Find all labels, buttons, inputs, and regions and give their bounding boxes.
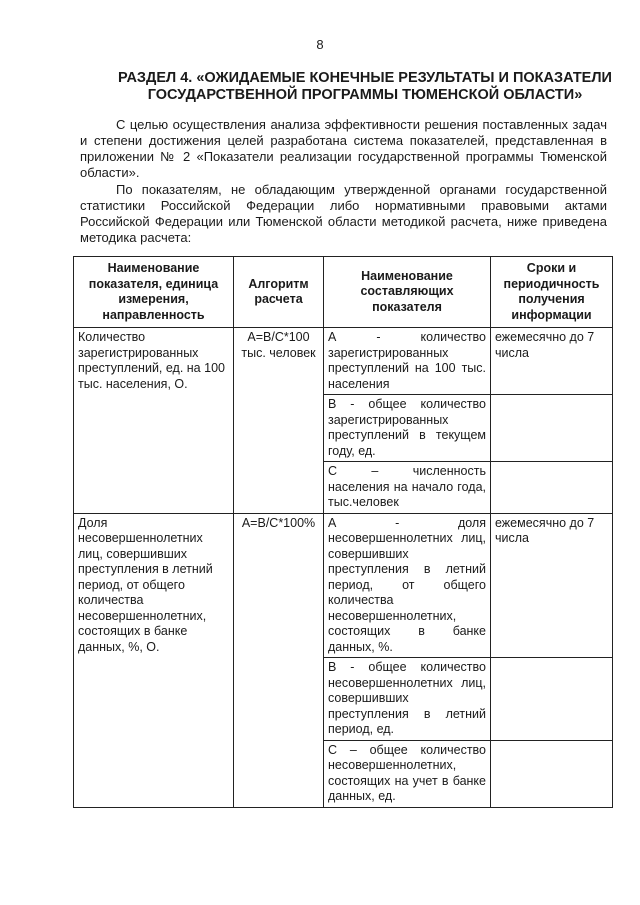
indicator-name-cell: Количество зарегистрированных преступлений, ед. на 100 тыс. населения, О. [74, 328, 234, 514]
header-algorithm: Алгоритм расчета [234, 257, 324, 328]
empty-cell [491, 740, 613, 807]
component-a-cell: А - доля несовершеннолетних лиц, совершивших преступления в летний период, от общего количества несовершеннолетних, состоящих в банке данных, %. [324, 513, 491, 658]
empty-cell [491, 658, 613, 741]
algorithm-cell: A=B/C*100% [234, 513, 324, 807]
table-header-row [74, 257, 613, 328]
component-b-cell: В - общее количество несовершеннолетних лиц, совершивших преступления в летний период, ед. [324, 658, 491, 741]
page-number: 8 [316, 37, 324, 52]
section-title: РАЗДЕЛ 4. «ОЖИДАЕМЫЕ КОНЕЧНЫЕ РЕЗУЛЬТАТЫ И ПОКАЗАТЕЛИ ГОСУДАРСТВЕННОЙ ПРОГРАММЫ ТЮМЕНСКОЙ ОБЛАСТИ» [118, 70, 612, 103]
component-b-cell: В - общее количество зарегистрированных преступлений в текущем году, ед. [324, 395, 491, 462]
component-c-cell: С – численность населения на начало года, тыс.человек [324, 462, 491, 514]
indicators-method-table [73, 256, 613, 808]
component-a-cell: А - количество зарегистрированных преступлений на 100 тыс. населения [324, 328, 491, 395]
component-c-cell: С – общее количество несовершеннолетних, состоящих на учет в банке данных, ед. [324, 740, 491, 807]
table-row [74, 328, 613, 395]
header-periodicity: Сроки и периодичность получения информации [491, 257, 613, 328]
intro-paragraph [80, 117, 607, 181]
indicator-name-cell: Доля несовершеннолетних лиц, совершивших преступления в летний период, от общего количества несовершеннолетних, состоящих в банке данных, %, О. [74, 513, 234, 807]
header-indicator-name: Наименование показателя, единица измерения, направленность [74, 257, 234, 328]
periodicity-cell: ежемесячно до 7 числа [491, 513, 613, 658]
header-components: Наименование составляющих показателя [324, 257, 491, 328]
empty-cell [491, 395, 613, 462]
method-paragraph-text: По показателям, не обладающим утвержденной органами государственной статистики Российской Федерации либо нормативными правовыми актами Российской Федерации или Тюменской области методикой расчета, ниже приведена методика расчета: [80, 182, 607, 245]
empty-cell [491, 462, 613, 514]
periodicity-cell: ежемесячно до 7 числа [491, 328, 613, 395]
method-paragraph [80, 182, 607, 246]
table-row [74, 513, 613, 658]
algorithm-cell: A=B/C*100 тыс. человек [234, 328, 324, 514]
intro-paragraph-text: С целью осуществления анализа эффективности решения поставленных задач и степени достижения целей разработана система показателей, представленная в приложении № 2 «Показатели реализации государственной программы Тюменской области». [80, 117, 607, 180]
